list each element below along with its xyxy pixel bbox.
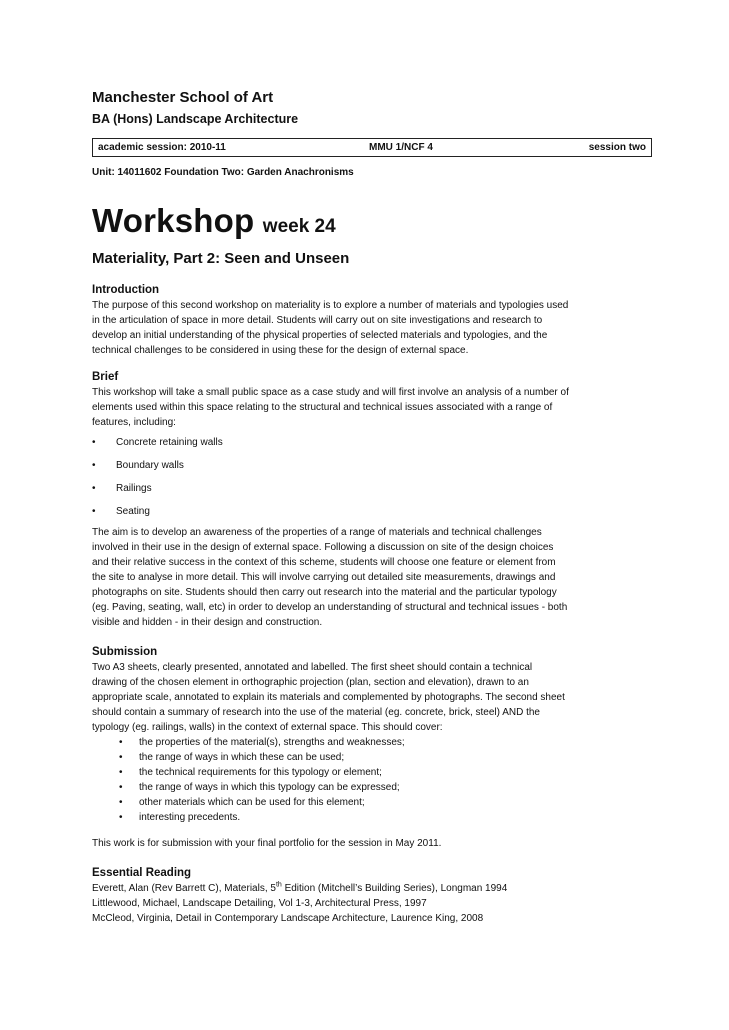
bullet-icon: • (119, 737, 123, 748)
text-line: in the articulation of space in more detail. Students will carry out on site investigations and research to (92, 315, 543, 326)
academic-session: academic session: 2010-11 (98, 142, 226, 153)
list-item: • Seating (92, 506, 150, 517)
page-subtitle: Materiality, Part 2: Seen and Unseen (92, 250, 350, 267)
bullet-icon: • (119, 812, 123, 823)
submission-note: This work is for submission with your final portfolio for the session in May 2011. (92, 838, 442, 849)
brief-heading: Brief (92, 371, 119, 383)
submission-list (92, 735, 652, 825)
text-line: photographs on site. Students should then carry out research into the material and the particular typology (92, 587, 557, 598)
text-line: develop an initial understanding of the physical properties of selected materials and typologies, and the (92, 330, 548, 341)
text-line: elements used within this space relating to the structural and technical issues associated with a range of (92, 402, 553, 413)
list-item: • the range of ways in which these can be used; (119, 752, 345, 763)
text-line: features, including: (92, 417, 176, 428)
list-item: • Railings (92, 483, 152, 494)
text-line: This workshop will take a small public space as a case study and will first involve an analysis of a number of (92, 387, 569, 398)
text-line: appropriate scale, annotated to explain its materials and complemented by photographs. The second sheet (92, 692, 565, 703)
title-week: week 24 (262, 216, 336, 237)
text-line: the site to analyse in more detail. This will involve carrying out detailed site measurements, drawings and (92, 572, 556, 583)
unit-line: Unit: 14011602 Foundation Two: Garden Anachronisms (92, 167, 354, 178)
submission-text (92, 660, 652, 735)
session-label: session two (588, 142, 646, 153)
list-item: • the properties of the material(s), strengths and weaknesses; (119, 737, 405, 748)
list-item: • the technical requirements for this typology or element; (119, 767, 382, 778)
list-item: • the range of ways in which this typology can be expressed; (119, 782, 400, 793)
school-name: Manchester School of Art (92, 89, 274, 106)
programme-name: BA (Hons) Landscape Architecture (92, 112, 299, 126)
text-line: Two A3 sheets, clearly presented, annotated and labelled. The first sheet should contain a technical (92, 662, 533, 673)
reading-heading: Essential Reading (92, 867, 192, 879)
text-line: typology (eg. railings, walls) in the context of external space. This should cover: (92, 722, 443, 733)
bullet-icon: • (119, 767, 123, 778)
text-line: The purpose of this second workshop on materiality is to explore a number of materials and typologies used (92, 300, 569, 311)
text-line: (eg. Paving, seating, wall, etc) in order to develop an understanding of structural and technical issues - both (92, 602, 568, 613)
text-line: should contain a summary of research into the use of the material (eg. concrete, brick, steel) AND the (92, 707, 540, 718)
text-line: involved in their use in the design of external space. Following a discussion on site of the design choices (92, 542, 554, 553)
text-line: visible and hidden - in their design and construction. (92, 617, 323, 628)
text-line: The aim is to develop an awareness of the properties of a range of materials and technical challenges (92, 527, 542, 538)
brief-text (92, 385, 652, 430)
title-main: Workshop (92, 202, 255, 239)
reference-item: Littlewood, Michael, Landscape Detailing, Vol 1-3, Architectural Press, 1997 (92, 898, 427, 909)
bullet-icon: • (92, 460, 96, 471)
reference-item: Everett, Alan (Rev Barrett C), Materials, 5th Edition (Mitchell’s Building Series), Longman 1994 (92, 881, 508, 894)
text-line: drawing of the chosen element in orthographic projection (plan, section and elevation), drawn to an (92, 677, 529, 688)
submission-heading: Submission (92, 646, 158, 658)
page-title (92, 202, 652, 247)
document-page (92, 88, 652, 926)
introduction-text (92, 298, 652, 358)
introduction-heading: Introduction (92, 284, 160, 296)
bullet-icon: • (92, 483, 96, 494)
list-item: • other materials which can be used for this element; (119, 797, 365, 808)
reading-list (92, 881, 652, 926)
bullet-icon: • (119, 782, 123, 793)
aim-text (92, 525, 652, 630)
list-item: • Concrete retaining walls (92, 437, 223, 448)
bullet-icon: • (92, 506, 96, 517)
module-code: MMU 1/NCF 4 (369, 142, 433, 153)
list-item: • interesting precedents. (119, 812, 241, 823)
bullet-icon: • (119, 752, 123, 763)
feature-list (92, 435, 652, 519)
reference-item: McCleod, Virginia, Detail in Contemporary Landscape Architecture, Laurence King, 2008 (92, 913, 484, 924)
bullet-icon: • (119, 797, 123, 808)
list-item: • Boundary walls (92, 460, 184, 471)
text-line: and their relative success in the context of this scheme, students will choose one feature or element from (92, 557, 556, 568)
text-line: technical challenges to be considered in using these for the design of external space. (92, 345, 469, 356)
session-bar (92, 138, 652, 157)
bullet-icon: • (92, 437, 96, 448)
